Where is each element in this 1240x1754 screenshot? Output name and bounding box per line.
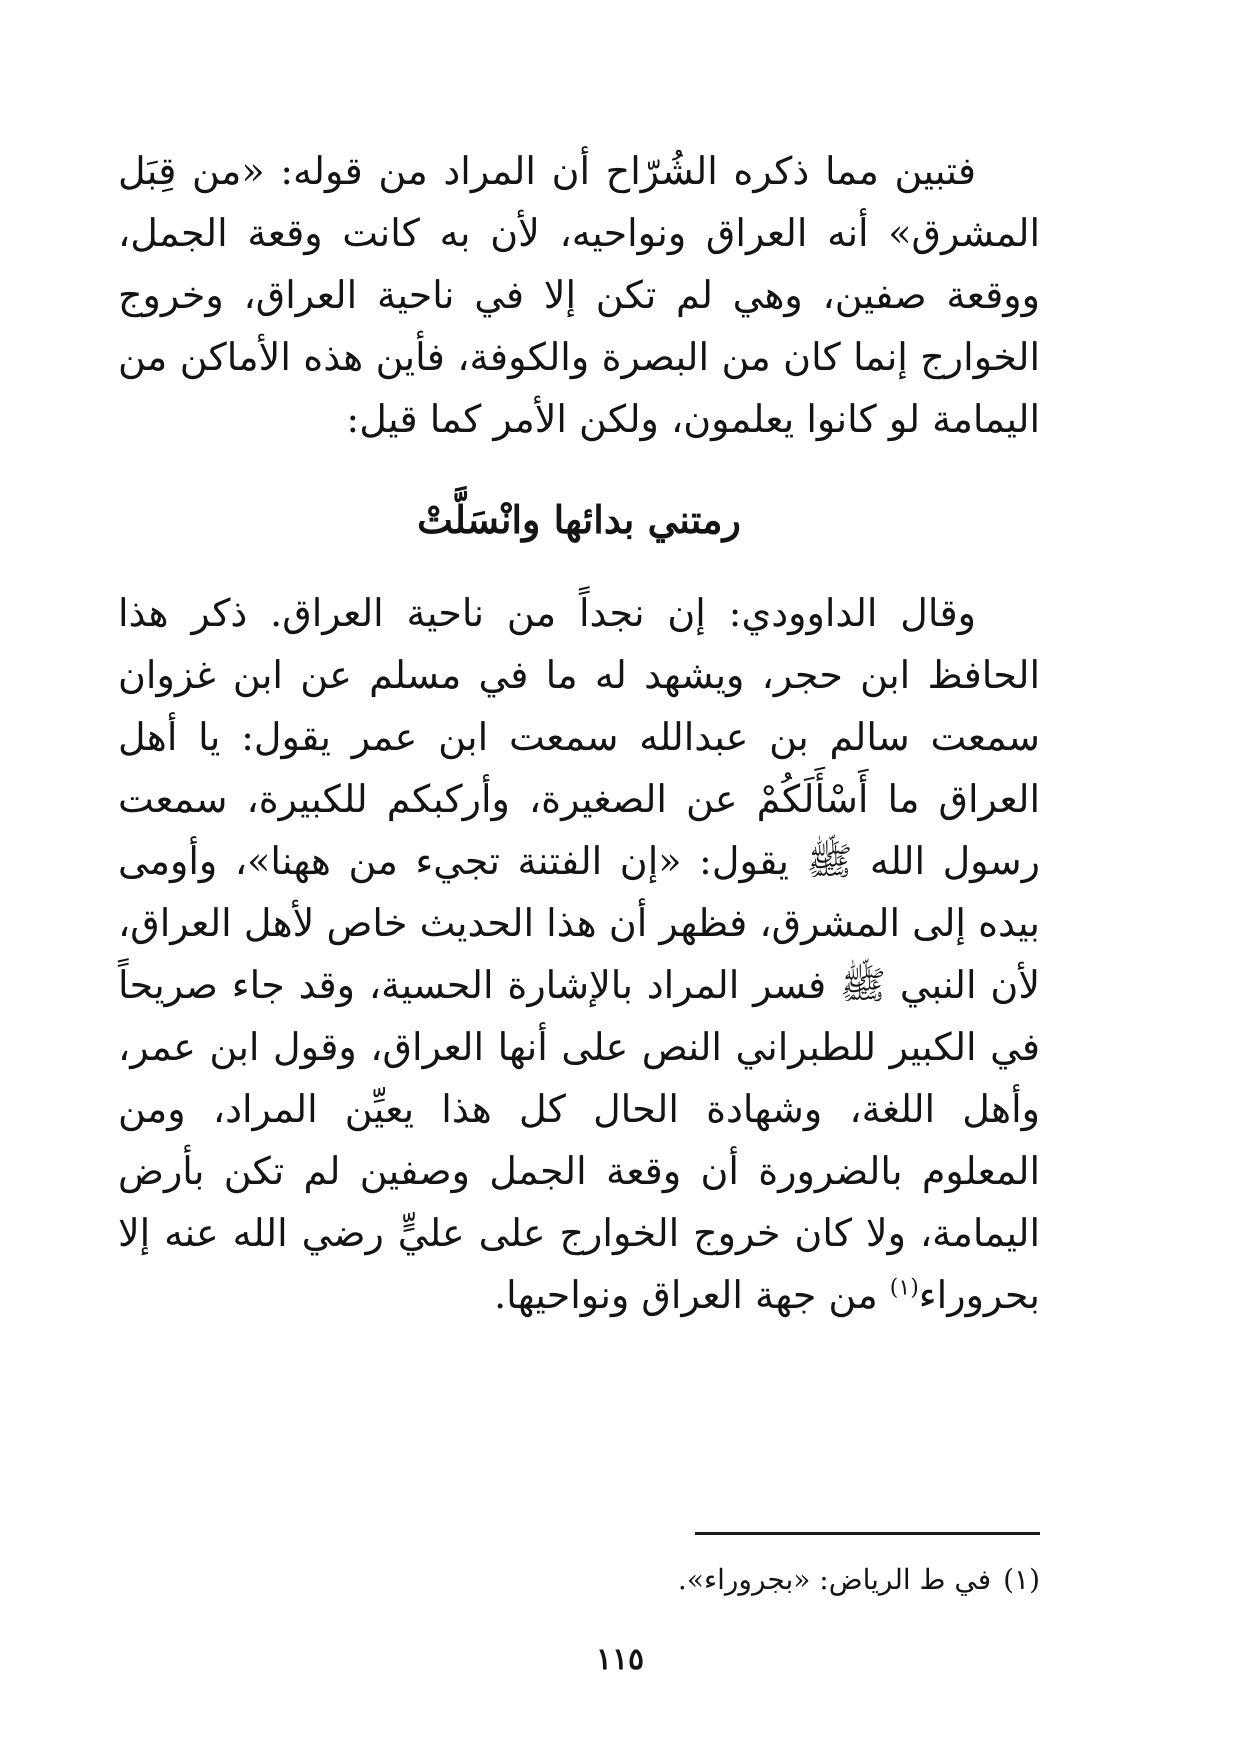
page-number: ١١٥	[595, 1642, 645, 1677]
footnote-number: (١)	[1003, 1563, 1040, 1596]
footnote	[118, 1560, 1040, 1600]
footnote-marker: (١)	[889, 1275, 919, 1301]
paragraph-commentators: فتبين مما ذكره الشُرّاح أن المراد من قوله: «من قِبَل المشرق» أنه العراق ونواحيه، لأن به كانت وقعة الجمل، ووقعة صفين، وهي لم تكن إلا في ناحية العراق، وخروج الخوارج إنما كان من البصرة والكوفة، فأين هذه الأماكن من اليمامة لو كانوا يعلمون، ولكن الأمر كما قيل:	[118, 149, 1040, 441]
paragraph-dawudi-ending: من جهة العراق ونواحيها.	[494, 1273, 890, 1317]
footnote-text: في ط الرياض: «بجروراء».	[677, 1563, 992, 1596]
verse-line: رمتني بدائها وانْسَلَّتْ	[417, 497, 741, 542]
paragraph-dawudi-text: وقال الداوودي: إن نجداً من ناحية العراق. ذكر هذا الحافظ ابن حجر، ويشهد له ما في مسلم عن ابن غزوان سمعت سالم بن عبدالله سمعت ابن عمر يقول: يا أهل العراق ما أَسْأَلَكُمْ عن الصغيرة، وأركبكم للكبيرة، سمعت رسول الله ﷺ يقول: «إن الفتنة تجيء من ههنا»، وأومى بيده إلى المشرق، فظهر أن هذا الحديث خاص لأهل العراق، لأن النبي ﷺ فسر المراد بالإشارة الحسية، وقد جاء صريحاً في الكبير للطبراني النص على أنها العراق، وقول ابن عمر، وأهل اللغة، وشهادة الحال كل هذا يعيِّن المراد، ومن المعلوم بالضرورة أن وقعة الجمل وصفين لم تكن بأرض اليمامة، ولا كان خروج الخوارج على عليٍّ رضي الله عنه إلا بحروراء	[118, 591, 1040, 1317]
footnote-separator	[695, 1532, 1040, 1535]
paragraph-dawudi	[118, 582, 1040, 1326]
